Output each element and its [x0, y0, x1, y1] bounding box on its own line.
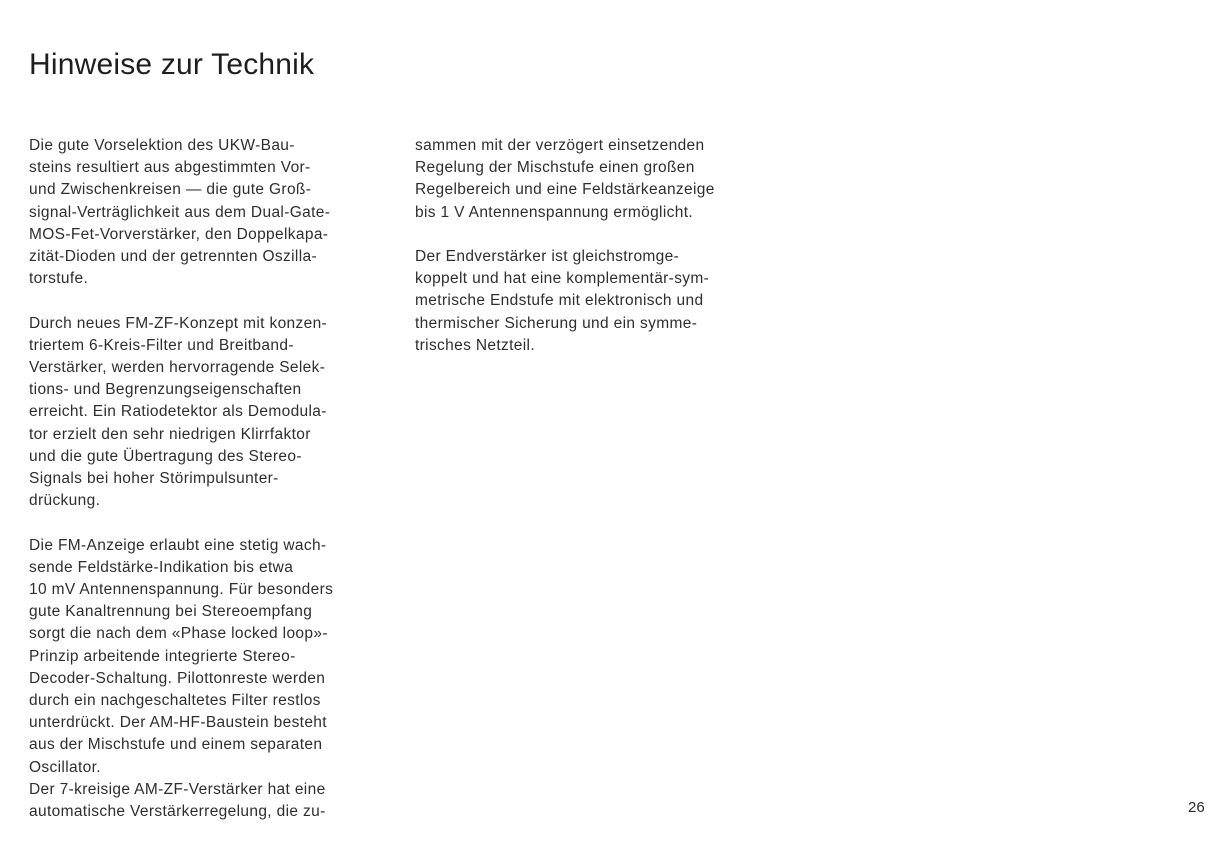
text-line: Decoder-Schaltung. Pilottonreste werden: [29, 669, 326, 687]
text-line: torstufe.: [29, 270, 89, 288]
text-line: metrische Endstufe mit elektronisch und: [415, 292, 704, 310]
text-line: MOS-Fet-Vorverstärker, den Doppelkapa-: [29, 225, 329, 243]
text-line: Verstärker, werden hervorragende Selek-: [29, 359, 326, 377]
text-line: tions- und Begrenzungseigenschaften: [29, 381, 302, 399]
text-line: gute Kanaltrennung bei Stereoempfang: [29, 603, 313, 621]
text-line: sammen mit der verzögert einsetzenden: [415, 137, 705, 154]
text-line: automatische Verstärkerregelung, die zu-: [29, 803, 326, 821]
text-line: und die gute Übertragung des Stereo-: [29, 447, 302, 465]
text-line: tor erzielt den sehr niedrigen Klirrfaktor: [29, 425, 311, 443]
text-line: erreicht. Ein Ratiodetektor als Demodula-: [29, 403, 327, 421]
text-line: Signals bei hoher Störimpulsunter-: [29, 470, 279, 488]
left-column: [29, 135, 389, 845]
text-line: Oscillator.: [29, 758, 101, 776]
text-line: Der 7-kreisige AM-ZF-Verstärker hat eine: [29, 780, 326, 798]
paragraph: [415, 246, 760, 357]
text-line: Die FM-Anzeige erlaubt eine stetig wach-: [29, 536, 327, 554]
page-title: Hinweise zur Technik: [29, 48, 315, 81]
text-line: unterdrückt. Der AM-HF-Baustein besteht: [29, 714, 327, 732]
page-number: 26: [1188, 799, 1205, 816]
paragraph: [29, 313, 389, 513]
text-line: Die gute Vorselektion des UKW-Bau-: [29, 137, 295, 154]
text-line: aus der Mischstufe und einem separaten: [29, 736, 323, 754]
paragraph: [29, 535, 389, 824]
text-line: Der Endverstärker ist gleichstromge-: [415, 248, 680, 265]
text-line: trisches Netzteil.: [415, 336, 535, 354]
text-line: triertem 6-Kreis-Filter und Breitband-: [29, 336, 294, 354]
text-line: zität-Dioden und der getrennten Oszilla-: [29, 248, 317, 266]
text-line: thermischer Sicherung und ein symme-: [415, 314, 698, 332]
text-line: Prinzip arbeitende integrierte Stereo-: [29, 647, 296, 665]
text-line: 10 mV Antennenspannung. Für besonders: [29, 581, 334, 599]
paragraph: [29, 135, 389, 290]
text-line: Regelung der Mischstufe einen großen: [415, 159, 695, 177]
right-column: [415, 135, 760, 379]
text-line: Durch neues FM-ZF-Konzept mit konzen-: [29, 314, 328, 332]
text-line: bis 1 V Antennenspannung ermöglicht.: [415, 203, 694, 221]
text-line: und Zwischenkreisen — die gute Groß-: [29, 181, 312, 199]
text-line: durch ein nachgeschaltetes Filter restlos: [29, 692, 321, 710]
text-line: sende Feldstärke-Indikation bis etwa: [29, 558, 294, 576]
text-line: signal-Verträglichkeit aus dem Dual-Gate-: [29, 203, 331, 221]
text-line: steins resultiert aus abgestimmten Vor-: [29, 159, 311, 177]
text-line: sorgt die nach dem «Phase locked loop»-: [29, 625, 328, 643]
paragraph: [415, 135, 760, 224]
text-line: Regelbereich und eine Feldstärkeanzeige: [415, 181, 715, 199]
text-line: koppelt und hat eine komplementär-sym-: [415, 270, 710, 288]
text-line: drückung.: [29, 492, 101, 510]
